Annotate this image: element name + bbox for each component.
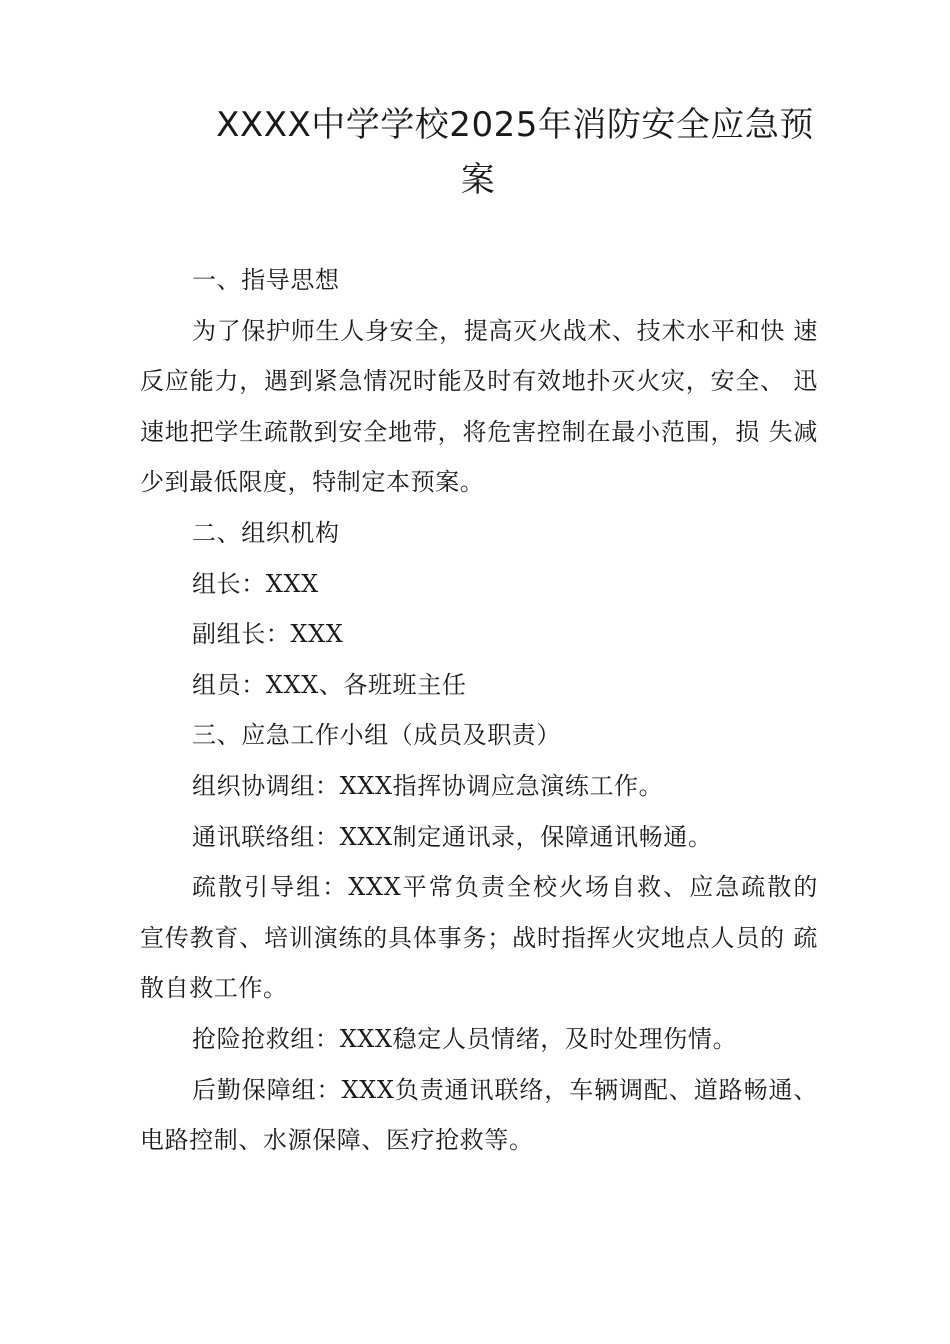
heading-guiding-principle: 一、指导思想 xyxy=(192,266,340,294)
paragraph-logistics-team: 后勤保障组：XXX负责通讯联络，车辆调配、道路畅通、电路控制、水源保障、医疗抢救等。 xyxy=(140,1075,818,1155)
paragraph-evacuation-team: 疏散引导组：XXX平常负责全校火场自救、应急疏散的 宣传教育、培训演练的具体事务；战时指挥火灾地点人员的 疏散自救工作。 xyxy=(140,873,818,1003)
document-body xyxy=(140,255,818,1166)
paragraph-guiding-principle: 为了保护师生人身安全，提高灭火战术、技术水平和快 速反应能力，遇到紧急情况时能及时有效地扑灭火灾，安全、 迅速地把学生疏散到安全地带，将危害控制在最小范围，损 失减少到最低限度，特制定本预案。 xyxy=(140,316,818,497)
heading-emergency-teams: 三、应急工作小组（成员及职责） xyxy=(192,721,561,750)
heading-organization: 二、组织机构 xyxy=(192,518,340,547)
paragraph-members: 组员：XXX、各班班主任 xyxy=(192,670,467,699)
paragraph-communication-team: 通讯联络组：XXX制定通讯录，保障通讯畅通。 xyxy=(192,822,713,851)
paragraph-deputy-leader: 副组长：XXX xyxy=(192,620,344,649)
paragraph-rescue-team: 抢险抢救组：XXX稳定人员情绪，及时处理伤情。 xyxy=(192,1024,738,1053)
paragraph-group-leader: 组长：XXX xyxy=(192,569,319,598)
document-title: XXXX中学学校2025年消防安全应急预案 xyxy=(216,105,814,200)
paragraph-coordination-team: 组织协调组：XXX指挥协调应急演练工作。 xyxy=(192,771,664,800)
